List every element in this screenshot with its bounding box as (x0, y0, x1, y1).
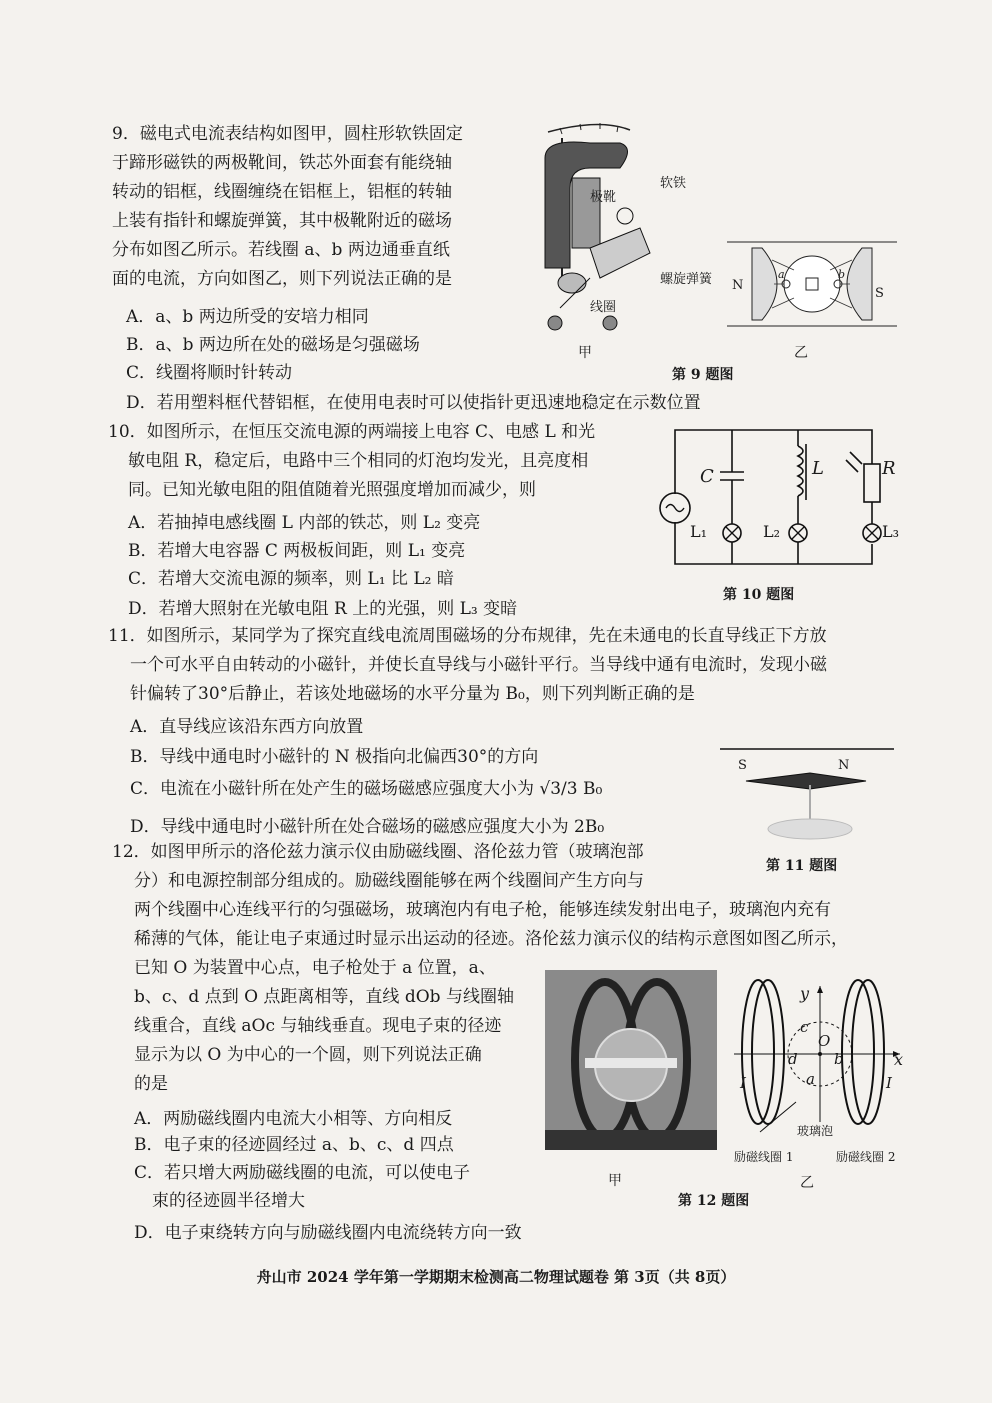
q9-option-b: B．a、b 两边所在处的磁场是匀强磁场 (126, 335, 420, 355)
label-I-right: I (886, 1074, 892, 1092)
label-N-11: N (838, 758, 850, 773)
question-11 (108, 622, 827, 709)
q11-line: 11．如图所示，某同学为了探究直线电流周围磁场的分布规律，先在未通电的长直导线正下方放 (108, 626, 827, 646)
label-yi-12: 乙 (800, 1175, 814, 1191)
label-coil2: 励磁线圈 2 (836, 1150, 896, 1164)
label-S-9: S (875, 286, 884, 301)
question-9 (112, 120, 463, 294)
label-pole-shoe: 极靴 (590, 190, 617, 205)
label-soft-iron: 软铁 (660, 176, 687, 191)
q12-option-c-cont: 束的径迹圆半径增大 (152, 1191, 305, 1211)
q9-line: 9．磁电式电流表结构如图甲，圆柱形软铁固定 (112, 124, 463, 144)
label-jia-12: 甲 (608, 1173, 622, 1189)
label-L1: L₁ (690, 522, 708, 541)
galvanometer-diagram (530, 118, 730, 348)
q12-line: 分）和电源控制部分组成的。励磁线圈能够在两个线圈间产生方向与 (134, 871, 644, 891)
label-R: R (882, 458, 896, 479)
q10-option-d: D．若增大照射在光敏电阻 R 上的光强，则 L₃ 变暗 (128, 599, 518, 619)
ac-circuit-diagram (650, 424, 890, 574)
label-spring: 螺旋弹簧 (660, 272, 713, 287)
q9-option-d: D．若用塑料框代替铝框，在使用电表时可以使指针更迅速地稳定在示数位置 (126, 393, 701, 413)
q12-option-b: B．电子束的径迹圆经过 a、b、c、d 四点 (134, 1135, 454, 1155)
q11-line: 针偏转了30°后静止，若该处地磁场的水平分量为 B₀，则下列判断正确的是 (130, 684, 695, 704)
label-a: a (806, 1070, 815, 1088)
label-L3: L₃ (882, 522, 900, 541)
page-footer: 舟山市 2024 学年第一学期期末检测高二物理试题卷 第 3页（共 8页） (256, 1268, 736, 1286)
label-L2: L₂ (763, 522, 781, 541)
q9-line: 上装有指针和螺旋弹簧，其中极靴附近的磁场 (112, 211, 452, 231)
label-y: y (800, 984, 810, 1003)
label-L: L (812, 458, 824, 479)
caption-9: 第 9 题图 (672, 367, 734, 383)
label-coil1: 励磁线圈 1 (734, 1150, 794, 1164)
q10-line: 10．如图所示，在恒压交流电源的两端接上电容 C、电感 L 和光 (108, 422, 596, 442)
label-bulb: 玻璃泡 (797, 1124, 834, 1138)
q12-line: 已知 O 为装置中心点，电子枪处于 a 位置，a、 (134, 958, 496, 978)
q10-option-a: A．若抽掉电感线圈 L 内部的铁芯，则 L₂ 变亮 (128, 513, 481, 533)
pole-field-diagram (722, 240, 902, 330)
caption-11: 第 11 题图 (766, 858, 838, 874)
label-I-left: I (740, 1074, 746, 1092)
q11-option-c: C．电流在小磁针所在处产生的磁场磁感应强度大小为 √3/3 B₀ (130, 779, 603, 799)
label-coil: 线圈 (590, 300, 617, 315)
caption-12: 第 12 题图 (678, 1193, 750, 1209)
q11-line: 一个可水平自由转动的小磁针，并使长直导线与小磁针平行。当导线中通有电流时，发现小磁 (130, 655, 827, 675)
label-S-11: S (738, 758, 747, 773)
lorentz-demonstrator-photo (545, 970, 717, 1150)
label-N-9: N (732, 278, 744, 293)
q10-line: 同。已知光敏电阻的阻值随着光照强度增加而减少，则 (128, 480, 536, 500)
q12-line: b、c、d 点到 O 点距离相等，直线 dOb 与线圈轴 (134, 987, 514, 1007)
label-O: O (818, 1032, 831, 1050)
q9-line: 转动的铝框，线圈缠绕在铝框上，铝框的转轴 (112, 182, 452, 202)
label-a-9: a (778, 268, 785, 281)
q12-line: 12．如图甲所示的洛伦兹力演示仪由励磁线圈、洛伦兹力管（玻璃泡部 (112, 842, 644, 862)
q9-line: 面的电流，方向如图乙，则下列说法正确的是 (112, 269, 452, 289)
q10-option-c: C．若增大交流电源的频率，则 L₁ 比 L₂ 暗 (128, 569, 454, 589)
q11-option-d: D．导线中通电时小磁针所在处合磁场的磁感应强度大小为 2B₀ (130, 817, 605, 837)
q11-option-b: B．导线中通电时小磁针的 N 极指向北偏西30°的方向 (130, 747, 539, 767)
label-jia-9: 甲 (578, 345, 592, 361)
label-b-9: b (838, 268, 846, 281)
q12-line: 两个线圈中心连线平行的匀强磁场，玻璃泡内有电子枪，能够连续发射出电子，玻璃泡内充有 (134, 900, 831, 920)
question-10 (108, 418, 595, 505)
q9-option-c: C．线圈将顺时针转动 (126, 363, 293, 383)
q12-line: 线重合，直线 aOc 与轴线垂直。现电子束的径迹 (134, 1016, 502, 1036)
q9-line: 分布如图乙所示。若线圈 a、b 两边通垂直纸 (112, 240, 450, 260)
q12-line: 显示为以 O 为中心的一个圆，则下列说法正确 (134, 1045, 482, 1065)
label-b: b (834, 1050, 844, 1068)
q12-option-c: C．若只增大两励磁线圈的电流，可以使电子 (134, 1163, 471, 1183)
label-x: x (894, 1050, 904, 1069)
q12-line: 的是 (134, 1074, 168, 1094)
q12-option-d: D．电子束绕转方向与励磁线圈内电流绕转方向一致 (134, 1223, 522, 1243)
q10-line: 敏电阻 R，稳定后，电路中三个相同的灯泡均发光，且亮度相 (128, 451, 589, 471)
q10-option-b: B．若增大电容器 C 两极板间距，则 L₁ 变亮 (128, 541, 466, 561)
label-d: d (788, 1050, 798, 1068)
label-yi-9: 乙 (794, 345, 808, 361)
q12-line: 稀薄的气体，能让电子束通过时显示出运动的径迹。洛伦兹力演示仪的结构示意图如图乙所示， (134, 929, 848, 949)
label-C: C (700, 466, 714, 487)
q11-option-a: A．直导线应该沿东西方向放置 (130, 717, 364, 737)
label-c: c (800, 1018, 809, 1036)
q12-option-a: A．两励磁线圈内电流大小相等、方向相反 (134, 1109, 453, 1129)
q9-option-a: A．a、b 两边所受的安培力相同 (126, 307, 369, 327)
q9-line: 于蹄形磁铁的两极靴间，铁芯外面套有能绕轴 (112, 153, 452, 173)
caption-10: 第 10 题图 (723, 587, 795, 603)
